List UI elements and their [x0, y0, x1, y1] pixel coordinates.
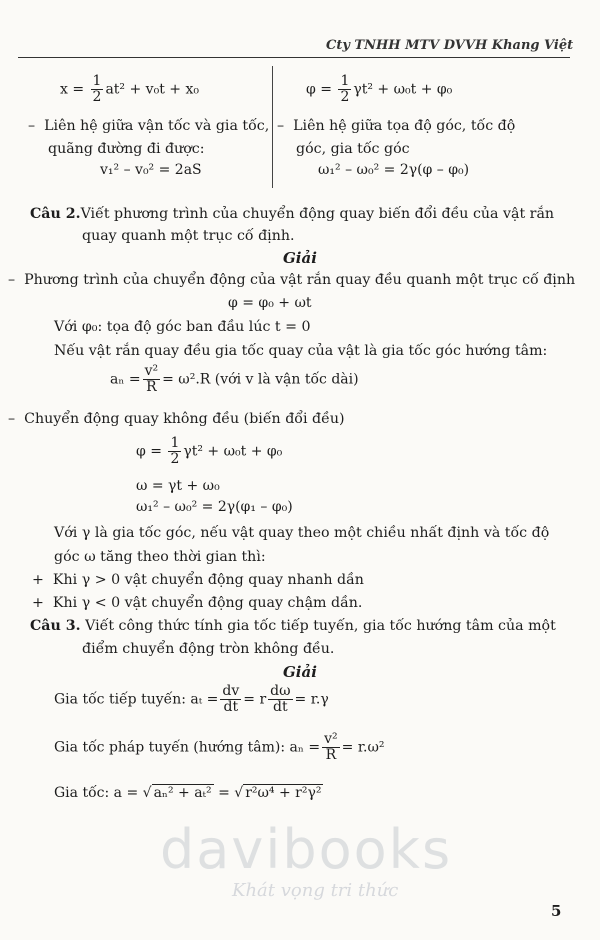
eq-angle-nonuniform: φ = $\frac{1}{2}$ γt² + ω₀t + φ₀: [136, 435, 283, 467]
right-bullet-line1: – Liên hệ giữa tọa độ góc, tốc độ: [277, 118, 516, 134]
publisher-header: Cty TNHH MTV DVVH Khang Việt: [326, 38, 574, 53]
answer2-decelerating: + Khi γ < 0 vật chuyển động quay chậm dần.: [32, 595, 363, 611]
left-line2: quãng đường đi được:: [48, 141, 205, 157]
eq-total-accel: Gia tốc: a = √ aₙ² + aₜ² = √ r²ω⁴ + r²γ²: [54, 785, 322, 801]
answer2-accelerating: + Khi γ > 0 vật chuyển động quay nhanh dần: [32, 572, 364, 588]
watermark-logo: davibooks: [160, 818, 453, 881]
answer-heading: Giải: [283, 249, 317, 267]
question-2-line1: Câu 2.Viết phương trình của chuyển động quay biến đổi đều của vật rắn: [30, 206, 555, 222]
header-rule: [18, 57, 570, 58]
question-3-line1: Câu 3. Viết công thức tính gia tốc tiếp tuyến, gia tốc hướng tâm của một: [30, 618, 556, 634]
answer2-gamma-line2: góc ω tăng theo thời gian thì:: [54, 549, 266, 565]
answer2-bullet1: – Phương trình của chuyển động của vật rắn quay đều quanh một trục cố định: [8, 272, 576, 288]
answer2-bullet2: – Chuyển động quay không đều (biến đổi đều): [8, 411, 345, 427]
answer-heading-3: Giải: [283, 663, 317, 681]
question-2-line2: quay quanh một trục cố định.: [82, 228, 295, 244]
left-bullet-line1: – Liên hệ giữa vận tốc và gia tốc,: [28, 118, 270, 134]
right-eq-angle: φ = $\frac{1}{2}$ γt² + ω₀t + φ₀: [306, 73, 453, 105]
left-eq-velocity: v₁² – v₀² = 2aS: [100, 162, 202, 178]
eq-normal-accel: Gia tốc pháp tuyến (hướng tâm): aₙ = $\frac{\text{v²}}{R}$ = r.ω²: [54, 731, 385, 763]
right-line2: góc, gia tốc góc: [296, 141, 410, 157]
eq-tangential-accel: Gia tốc tiếp tuyến: aₜ = $\frac{dv}{dt}$ = r $\frac{d\omega}{dt}$ = r.γ: [54, 683, 329, 715]
answer2-centripetal-intro: Nếu vật rắn quay đều gia tốc quay của vật là gia tốc góc hướng tâm:: [54, 343, 548, 359]
page-number: 5: [551, 902, 562, 920]
right-eq-relation: ω₁² – ω₀² = 2γ(φ – φ₀): [318, 162, 470, 178]
answer2-gamma-line1: Với γ là gia tốc góc, nếu vật quay theo một chiều nhất định và tốc độ: [54, 525, 550, 541]
left-eq-position: x = $\frac{1}{2}$ at² + v₀t + x₀: [60, 73, 199, 105]
eq-centripetal: aₙ = $\frac{\text{v²}}{R}$ = ω².R (với v là vận tốc dài): [110, 363, 359, 395]
question-3-line2: điểm chuyển động tròn không đều.: [82, 641, 335, 657]
answer2-initial-angle: Với φ₀: tọa độ góc ban đầu lúc t = 0: [54, 319, 311, 335]
eq-uniform-rotation: φ = φ₀ + ωt: [228, 295, 312, 311]
watermark-slogan: Khát vọng tri thức: [232, 880, 399, 901]
eq-angular-velocity: ω = γt + ω₀: [136, 478, 220, 494]
eq-angular-relation: ω₁² – ω₀² = 2γ(φ₁ – φ₀): [136, 499, 293, 515]
column-divider: [272, 66, 273, 188]
